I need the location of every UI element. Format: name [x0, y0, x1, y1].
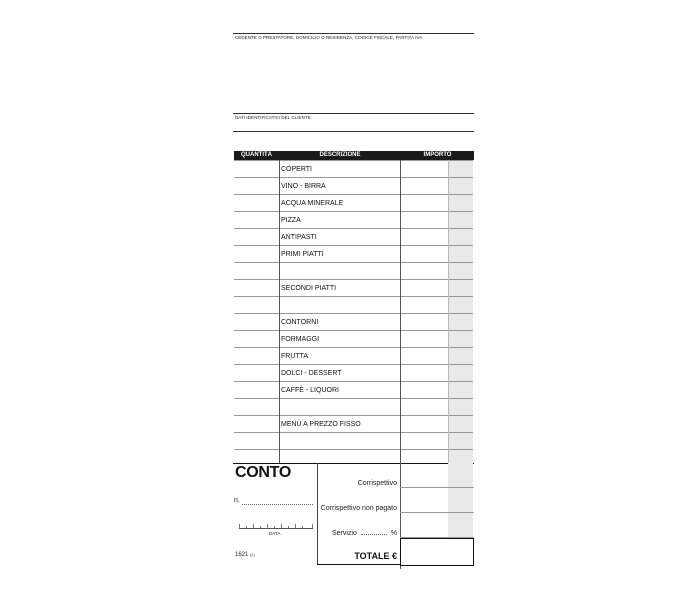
table-row	[234, 381, 473, 399]
column-header-descrizione: DESCRIZIONE	[319, 152, 361, 158]
client-label: DATI IDENTIFICATIVI DEL CLIENTE	[235, 115, 311, 120]
date-ruler-base	[239, 528, 313, 529]
date-tick	[295, 524, 296, 528]
conto-title: CONTO	[235, 464, 291, 481]
number-label: n.	[234, 497, 240, 504]
column-header-importo: IMPORTO	[423, 152, 452, 158]
table-row	[234, 313, 473, 331]
date-tick	[239, 524, 240, 528]
totals-bottom-rule	[317, 564, 401, 565]
corrispettivo-amount-line	[400, 487, 474, 488]
corrispettivo-label: Corrispettivo	[357, 480, 397, 487]
totale-label: TOTALE €	[354, 551, 397, 561]
row-label-primi-piatti: PRIMI PIATTI	[281, 251, 324, 258]
servizio-blank	[361, 534, 387, 535]
table-row	[234, 432, 473, 450]
date-label: DATA	[269, 531, 281, 536]
table-row	[234, 398, 473, 416]
row-label-pizza: PIZZA	[281, 217, 301, 224]
date-tick	[267, 524, 268, 528]
row-label-antipasti: ANTIPASTI	[281, 234, 317, 241]
row-label-coperti: COPERTI	[281, 166, 312, 173]
table-row	[234, 347, 473, 365]
totals-divider	[317, 463, 318, 564]
row-label-frutta: FRUTTA	[281, 353, 309, 360]
row-label-contorni: CONTORNI	[281, 319, 319, 326]
date-tick	[302, 526, 303, 528]
client-top-rule	[233, 113, 474, 114]
date-tick	[274, 526, 275, 528]
table-row	[234, 364, 473, 382]
items-table	[234, 151, 474, 464]
table-row	[234, 228, 473, 246]
table-row	[234, 296, 473, 314]
table-row	[234, 262, 473, 280]
date-tick	[246, 526, 247, 528]
percent-sign: %	[390, 530, 397, 537]
row-label-caffe-liquori: CAFFÈ - LIQUORI	[281, 387, 339, 394]
receipt-form	[233, 30, 474, 570]
totale-amount-box	[400, 538, 474, 566]
date-tick	[253, 524, 254, 528]
row-label-vino-birra: VINO - BIRRA	[281, 183, 326, 190]
table-row	[234, 415, 473, 433]
form-code-number: 1621	[235, 552, 249, 558]
table-body	[234, 160, 474, 464]
form-code	[235, 552, 255, 558]
date-tick	[288, 526, 289, 528]
number-line	[242, 504, 313, 505]
table-row	[234, 194, 473, 212]
table-row	[234, 245, 473, 263]
column-header-quantita: QUANTITÀ	[241, 152, 272, 158]
column-divider	[279, 160, 280, 464]
table-header	[234, 151, 474, 160]
issuer-label: CEDENTE O PRESTATORE, DOMICILIO O RESIDENZA, CODICE FISCALE, PARTITA IVA	[235, 35, 423, 40]
issuer-top-rule	[233, 33, 474, 34]
row-label-menu-prezzo-fisso: MENÙ A PREZZO FISSO	[281, 421, 361, 428]
column-divider	[448, 160, 449, 464]
row-label-dolci-dessert: DOLCI - DESSERT	[281, 370, 342, 377]
row-label-acqua-minerale: ACQUA MINERALE	[281, 200, 344, 207]
row-label-secondi-piatti: SECONDI PIATTI	[281, 285, 337, 292]
table-row	[234, 160, 473, 178]
non-pagato-amount-line	[400, 512, 474, 513]
amount-cents-shade	[448, 463, 473, 537]
date-tick	[260, 526, 261, 528]
servizio-label	[332, 530, 397, 537]
servizio-text: Servizio	[331, 530, 357, 537]
table-row	[234, 177, 473, 195]
client-bottom-rule	[233, 131, 474, 132]
totals-section	[233, 463, 474, 564]
date-tick	[312, 524, 313, 528]
form-code-suffix: (1)	[250, 552, 255, 557]
row-label-formaggi: FORMAGGI	[281, 336, 320, 343]
table-row	[234, 279, 473, 297]
column-divider	[400, 160, 401, 464]
table-row	[234, 211, 473, 229]
corrispettivo-non-pagato-label: Corrispettivo non pagato	[320, 505, 397, 512]
table-row	[234, 330, 473, 348]
date-ruler	[239, 521, 313, 531]
date-tick	[281, 524, 282, 528]
